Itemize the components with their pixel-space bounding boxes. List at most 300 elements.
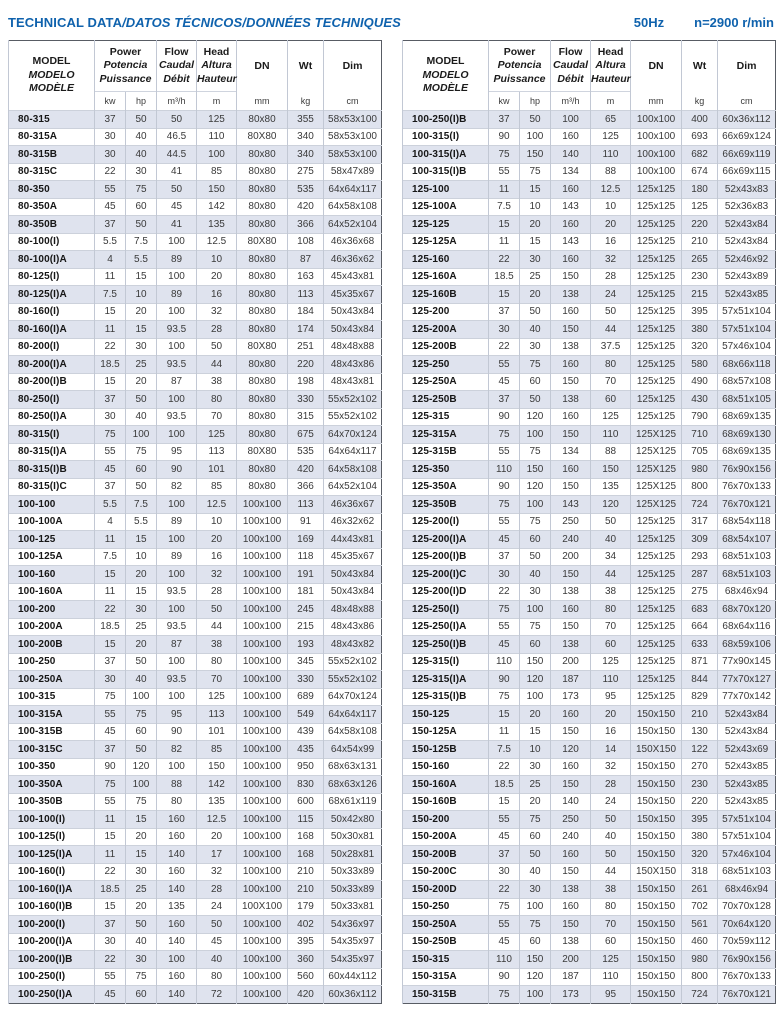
value-cell: 60 bbox=[520, 828, 551, 846]
model-cell: 150-200 bbox=[403, 811, 489, 829]
value-cell: 125x125 bbox=[631, 391, 682, 409]
unit-wt: kg bbox=[682, 92, 718, 111]
value-cell: 30 bbox=[520, 881, 551, 899]
value-cell: 20 bbox=[126, 373, 157, 391]
model-cell: 125-350B bbox=[403, 496, 489, 514]
value-cell: 110 bbox=[489, 461, 520, 479]
value-cell: 60x36x112 bbox=[718, 111, 776, 129]
table-row bbox=[9, 793, 382, 811]
value-cell: 682 bbox=[682, 146, 718, 164]
value-cell: 125x125 bbox=[631, 671, 682, 689]
value-cell: 125x125 bbox=[631, 688, 682, 706]
value-cell: 11 bbox=[95, 268, 126, 286]
value-cell: 70x59x112 bbox=[718, 933, 776, 951]
model-cell: 100-250A bbox=[9, 671, 95, 689]
value-cell: 52x43x69 bbox=[718, 741, 776, 759]
value-cell: 113 bbox=[197, 443, 237, 461]
value-cell: 68x51x103 bbox=[718, 548, 776, 566]
table-row bbox=[403, 391, 776, 409]
model-cell: 150-250A bbox=[403, 916, 489, 934]
table-row bbox=[403, 653, 776, 671]
value-cell: 80 bbox=[197, 653, 237, 671]
value-cell: 10 bbox=[126, 286, 157, 304]
value-cell: 125x125 bbox=[631, 198, 682, 216]
value-cell: 40 bbox=[126, 933, 157, 951]
value-cell: 561 bbox=[682, 916, 718, 934]
model-cell: 125-125 bbox=[403, 216, 489, 234]
model-cell: 150-200C bbox=[403, 863, 489, 881]
value-cell: 12.5 bbox=[591, 181, 631, 199]
model-cell: 125-200(I)B bbox=[403, 548, 489, 566]
value-cell: 101 bbox=[197, 461, 237, 479]
model-cell: 80-200(I)A bbox=[9, 356, 95, 374]
value-cell: 80x80 bbox=[237, 198, 288, 216]
value-cell: 32 bbox=[591, 758, 631, 776]
model-cell: 125-350 bbox=[403, 461, 489, 479]
value-cell: 30 bbox=[95, 933, 126, 951]
table-row bbox=[403, 181, 776, 199]
value-cell: 142 bbox=[197, 776, 237, 794]
right-table-body bbox=[403, 111, 776, 1004]
value-cell: 44x43x81 bbox=[324, 531, 382, 549]
value-cell: 160 bbox=[157, 863, 197, 881]
model-cell: 150-315A bbox=[403, 968, 489, 986]
value-cell: 45 bbox=[489, 636, 520, 654]
value-cell: 115 bbox=[288, 811, 324, 829]
value-cell: 93.5 bbox=[157, 321, 197, 339]
value-cell: 45x43x81 bbox=[324, 268, 382, 286]
value-cell: 80 bbox=[197, 391, 237, 409]
value-cell: 125x125 bbox=[631, 548, 682, 566]
table-row bbox=[9, 916, 382, 934]
value-cell: 50x43x84 bbox=[324, 583, 382, 601]
model-cell: 125-250B bbox=[403, 391, 489, 409]
model-cell: 80-250(I) bbox=[9, 391, 95, 409]
value-cell: 420 bbox=[288, 986, 324, 1004]
table-row bbox=[403, 443, 776, 461]
value-cell: 100x100 bbox=[237, 513, 288, 531]
value-cell: 15 bbox=[489, 706, 520, 724]
model-cell: 80-125(I) bbox=[9, 268, 95, 286]
value-cell: 30 bbox=[95, 408, 126, 426]
value-cell: 100 bbox=[157, 951, 197, 969]
model-cell: 100-125 bbox=[9, 531, 95, 549]
value-cell: 50x43x84 bbox=[324, 321, 382, 339]
value-cell: 22 bbox=[95, 951, 126, 969]
table-row bbox=[403, 268, 776, 286]
value-cell: 4 bbox=[95, 513, 126, 531]
table-row bbox=[9, 128, 382, 146]
value-cell: 160 bbox=[551, 461, 591, 479]
value-cell: 80x80 bbox=[237, 146, 288, 164]
model-cell: 125-315A bbox=[403, 426, 489, 444]
value-cell: 125x125 bbox=[631, 338, 682, 356]
value-cell: 93.5 bbox=[157, 618, 197, 636]
value-cell: 30 bbox=[126, 601, 157, 619]
table-row bbox=[403, 933, 776, 951]
value-cell: 420 bbox=[288, 198, 324, 216]
value-cell: 44 bbox=[591, 566, 631, 584]
value-cell: 100x100 bbox=[237, 758, 288, 776]
value-cell: 44 bbox=[591, 321, 631, 339]
col-header-dim: Dim bbox=[324, 41, 382, 92]
model-cell: 100-125A bbox=[9, 548, 95, 566]
right-data-table bbox=[402, 40, 776, 1004]
value-cell: 68x46x94 bbox=[718, 881, 776, 899]
value-cell: 60x36x112 bbox=[324, 986, 382, 1004]
value-cell: 32 bbox=[197, 303, 237, 321]
col-header-model: MODEL MODELO MODÈLE bbox=[9, 41, 95, 111]
value-cell: 80X80 bbox=[237, 128, 288, 146]
value-cell: 169 bbox=[288, 531, 324, 549]
table-row bbox=[403, 881, 776, 899]
title-main: TECHNICAL DATA bbox=[8, 14, 123, 30]
value-cell: 200 bbox=[551, 653, 591, 671]
table-row bbox=[403, 216, 776, 234]
model-cell: 100-160(I) bbox=[9, 863, 95, 881]
value-cell: 140 bbox=[157, 881, 197, 899]
value-cell: 100 bbox=[157, 303, 197, 321]
value-cell: 100 bbox=[157, 233, 197, 251]
value-cell: 24 bbox=[591, 793, 631, 811]
model-cell: 80-315(I)A bbox=[9, 443, 95, 461]
value-cell: 138 bbox=[551, 636, 591, 654]
value-cell: 150 bbox=[551, 776, 591, 794]
value-cell: 15 bbox=[95, 373, 126, 391]
value-cell: 72 bbox=[197, 986, 237, 1004]
value-cell: 55 bbox=[95, 968, 126, 986]
value-cell: 210 bbox=[288, 863, 324, 881]
value-cell: 15 bbox=[126, 846, 157, 864]
value-cell: 193 bbox=[288, 636, 324, 654]
value-cell: 37 bbox=[95, 391, 126, 409]
value-cell: 160 bbox=[157, 968, 197, 986]
value-cell: 66x69x115 bbox=[718, 163, 776, 181]
value-cell: 20 bbox=[520, 706, 551, 724]
value-cell: 150x150 bbox=[631, 986, 682, 1004]
value-cell: 287 bbox=[682, 566, 718, 584]
value-cell: 48x43x86 bbox=[324, 618, 382, 636]
model-cell: 125-160A bbox=[403, 268, 489, 286]
value-cell: 37.5 bbox=[591, 338, 631, 356]
model-cell: 80-350 bbox=[9, 181, 95, 199]
value-cell: 125X125 bbox=[631, 478, 682, 496]
value-cell: 22 bbox=[95, 338, 126, 356]
value-cell: 100 bbox=[520, 688, 551, 706]
model-cell: 80-315(I) bbox=[9, 426, 95, 444]
left-data-table bbox=[8, 40, 382, 1004]
table-row bbox=[403, 811, 776, 829]
model-cell: 80-315A bbox=[9, 128, 95, 146]
value-cell: 55x52x102 bbox=[324, 671, 382, 689]
value-cell: 75 bbox=[489, 986, 520, 1004]
value-cell: 160 bbox=[551, 758, 591, 776]
model-cell: 125-125A bbox=[403, 233, 489, 251]
value-cell: 80x80 bbox=[237, 251, 288, 269]
value-cell: 320 bbox=[682, 846, 718, 864]
value-cell: 28 bbox=[591, 268, 631, 286]
value-cell: 10 bbox=[520, 198, 551, 216]
value-cell: 75 bbox=[126, 968, 157, 986]
value-cell: 664 bbox=[682, 618, 718, 636]
value-cell: 100 bbox=[126, 426, 157, 444]
value-cell: 88 bbox=[157, 776, 197, 794]
value-cell: 93.5 bbox=[157, 408, 197, 426]
model-cell: 100-315C bbox=[9, 741, 95, 759]
value-cell: 90 bbox=[489, 671, 520, 689]
value-cell: 80 bbox=[591, 356, 631, 374]
value-cell: 460 bbox=[682, 933, 718, 951]
table-row bbox=[403, 741, 776, 759]
table-row bbox=[9, 863, 382, 881]
value-cell: 50x33x81 bbox=[324, 898, 382, 916]
value-cell: 293 bbox=[682, 548, 718, 566]
value-cell: 30 bbox=[520, 758, 551, 776]
value-cell: 52x43x84 bbox=[718, 723, 776, 741]
value-cell: 210 bbox=[682, 706, 718, 724]
value-cell: 80x80 bbox=[237, 373, 288, 391]
value-cell: 57x51x104 bbox=[718, 828, 776, 846]
model-cell: 80-200(I)B bbox=[9, 373, 95, 391]
value-cell: 52x36x83 bbox=[718, 198, 776, 216]
unit-dim: cm bbox=[324, 92, 382, 111]
value-cell: 110 bbox=[489, 951, 520, 969]
value-cell: 20 bbox=[126, 828, 157, 846]
value-cell: 64x64x117 bbox=[324, 706, 382, 724]
value-cell: 75 bbox=[126, 706, 157, 724]
value-cell: 60 bbox=[520, 933, 551, 951]
value-cell: 330 bbox=[288, 391, 324, 409]
col-header-dim: Dim bbox=[718, 41, 776, 92]
value-cell: 54x36x97 bbox=[324, 916, 382, 934]
value-cell: 40 bbox=[126, 408, 157, 426]
table-row bbox=[9, 828, 382, 846]
table-row bbox=[9, 601, 382, 619]
value-cell: 125 bbox=[197, 688, 237, 706]
model-cell: 150-160 bbox=[403, 758, 489, 776]
value-cell: 44 bbox=[591, 863, 631, 881]
value-cell: 100X100 bbox=[237, 898, 288, 916]
value-cell: 160 bbox=[551, 356, 591, 374]
value-cell: 100x100 bbox=[237, 688, 288, 706]
value-cell: 580 bbox=[682, 356, 718, 374]
value-cell: 125x125 bbox=[631, 531, 682, 549]
model-cell: 80-315B bbox=[9, 146, 95, 164]
value-cell: 402 bbox=[288, 916, 324, 934]
value-cell: 57x46x104 bbox=[718, 846, 776, 864]
speed-label: n=2900 r/min bbox=[694, 14, 774, 30]
value-cell: 28 bbox=[197, 321, 237, 339]
value-cell: 125X125 bbox=[631, 461, 682, 479]
value-cell: 125 bbox=[591, 128, 631, 146]
model-cell: 100-315(I) bbox=[403, 128, 489, 146]
value-cell: 68x57x108 bbox=[718, 373, 776, 391]
value-cell: 80 bbox=[157, 793, 197, 811]
value-cell: 57x51x104 bbox=[718, 811, 776, 829]
value-cell: 60 bbox=[591, 391, 631, 409]
table-row bbox=[9, 181, 382, 199]
value-cell: 45 bbox=[489, 828, 520, 846]
value-cell: 80x80 bbox=[237, 426, 288, 444]
model-cell: 100-250 bbox=[9, 653, 95, 671]
value-cell: 790 bbox=[682, 408, 718, 426]
table-row bbox=[9, 163, 382, 181]
value-cell: 309 bbox=[682, 531, 718, 549]
value-cell: 22 bbox=[489, 338, 520, 356]
value-cell: 140 bbox=[157, 933, 197, 951]
col-header-power: Power Potencia Puissance bbox=[95, 41, 157, 92]
value-cell: 75 bbox=[489, 146, 520, 164]
value-cell: 173 bbox=[551, 688, 591, 706]
table-row bbox=[403, 846, 776, 864]
value-cell: 87 bbox=[157, 373, 197, 391]
value-cell: 55 bbox=[95, 443, 126, 461]
value-cell: 366 bbox=[288, 216, 324, 234]
model-cell: 125-250(I) bbox=[403, 601, 489, 619]
value-cell: 830 bbox=[288, 776, 324, 794]
value-cell: 100 bbox=[126, 776, 157, 794]
value-cell: 58x47x89 bbox=[324, 163, 382, 181]
unit-wt: kg bbox=[288, 92, 324, 111]
model-cell: 100-200(I) bbox=[9, 916, 95, 934]
value-cell: 55 bbox=[489, 916, 520, 934]
table-row bbox=[9, 496, 382, 514]
value-cell: 52x43x85 bbox=[718, 776, 776, 794]
value-cell: 100x100 bbox=[237, 951, 288, 969]
value-cell: 265 bbox=[682, 251, 718, 269]
table-row bbox=[403, 758, 776, 776]
value-cell: 100 bbox=[157, 566, 197, 584]
value-cell: 135 bbox=[591, 478, 631, 496]
value-cell: 125x125 bbox=[631, 513, 682, 531]
spec-labels bbox=[634, 15, 774, 30]
value-cell: 60 bbox=[520, 373, 551, 391]
value-cell: 100x100 bbox=[237, 933, 288, 951]
value-cell: 18.5 bbox=[489, 268, 520, 286]
table-row bbox=[9, 583, 382, 601]
value-cell: 683 bbox=[682, 601, 718, 619]
value-cell: 138 bbox=[551, 391, 591, 409]
value-cell: 50 bbox=[126, 741, 157, 759]
value-cell: 100x100 bbox=[237, 566, 288, 584]
value-cell: 16 bbox=[591, 233, 631, 251]
table-row bbox=[403, 163, 776, 181]
value-cell: 120 bbox=[520, 478, 551, 496]
value-cell: 230 bbox=[682, 268, 718, 286]
value-cell: 55 bbox=[489, 356, 520, 374]
tables-container bbox=[8, 40, 774, 1004]
value-cell: 4 bbox=[95, 251, 126, 269]
value-cell: 75 bbox=[126, 443, 157, 461]
model-cell: 125-100 bbox=[403, 181, 489, 199]
table-row bbox=[403, 531, 776, 549]
table-row bbox=[9, 986, 382, 1004]
value-cell: 45 bbox=[489, 933, 520, 951]
col-header-flow: Flow Caudal Débit bbox=[157, 41, 197, 92]
model-cell: 125-100A bbox=[403, 198, 489, 216]
value-cell: 50 bbox=[197, 338, 237, 356]
value-cell: 150 bbox=[551, 863, 591, 881]
value-cell: 150 bbox=[520, 653, 551, 671]
model-cell: 100-315B bbox=[9, 723, 95, 741]
table-row bbox=[9, 968, 382, 986]
value-cell: 125x125 bbox=[631, 566, 682, 584]
value-cell: 138 bbox=[551, 933, 591, 951]
table-row bbox=[403, 986, 776, 1004]
value-cell: 58x53x100 bbox=[324, 128, 382, 146]
value-cell: 125X125 bbox=[631, 496, 682, 514]
value-cell: 150X150 bbox=[631, 741, 682, 759]
value-cell: 113 bbox=[288, 496, 324, 514]
value-cell: 125x125 bbox=[631, 601, 682, 619]
table-row bbox=[403, 968, 776, 986]
value-cell: 160 bbox=[157, 828, 197, 846]
value-cell: 160 bbox=[551, 846, 591, 864]
table-row bbox=[9, 741, 382, 759]
value-cell: 30 bbox=[95, 128, 126, 146]
value-cell: 400 bbox=[682, 111, 718, 129]
value-cell: 829 bbox=[682, 688, 718, 706]
value-cell: 44 bbox=[197, 618, 237, 636]
value-cell: 80x80 bbox=[237, 303, 288, 321]
value-cell: 20 bbox=[126, 303, 157, 321]
value-cell: 160 bbox=[551, 303, 591, 321]
value-cell: 20 bbox=[197, 531, 237, 549]
model-cell: 100-100(I) bbox=[9, 811, 95, 829]
table-row bbox=[9, 426, 382, 444]
value-cell: 50x30x81 bbox=[324, 828, 382, 846]
model-cell: 125-200(I)A bbox=[403, 531, 489, 549]
model-cell: 125-200A bbox=[403, 321, 489, 339]
value-cell: 150 bbox=[551, 321, 591, 339]
value-cell: 80 bbox=[591, 898, 631, 916]
value-cell: 55 bbox=[489, 618, 520, 636]
value-cell: 64x70x124 bbox=[324, 688, 382, 706]
value-cell: 52x43x85 bbox=[718, 793, 776, 811]
col-header-wt: Wt bbox=[288, 41, 324, 92]
value-cell: 705 bbox=[682, 443, 718, 461]
value-cell: 113 bbox=[197, 706, 237, 724]
table-row bbox=[403, 233, 776, 251]
value-cell: 160 bbox=[551, 601, 591, 619]
value-cell: 30 bbox=[126, 163, 157, 181]
value-cell: 150x150 bbox=[631, 968, 682, 986]
value-cell: 75 bbox=[126, 793, 157, 811]
value-cell: 38 bbox=[591, 881, 631, 899]
value-cell: 125x125 bbox=[631, 583, 682, 601]
value-cell: 163 bbox=[288, 268, 324, 286]
table-row bbox=[403, 321, 776, 339]
value-cell: 68x46x94 bbox=[718, 583, 776, 601]
value-cell: 150x150 bbox=[631, 776, 682, 794]
value-cell: 7.5 bbox=[126, 233, 157, 251]
value-cell: 55 bbox=[489, 443, 520, 461]
value-cell: 57x51x104 bbox=[718, 321, 776, 339]
value-cell: 30 bbox=[520, 338, 551, 356]
value-cell: 439 bbox=[288, 723, 324, 741]
value-cell: 395 bbox=[682, 811, 718, 829]
table-row bbox=[9, 513, 382, 531]
value-cell: 355 bbox=[288, 111, 324, 129]
value-cell: 41 bbox=[157, 163, 197, 181]
value-cell: 100x100 bbox=[237, 636, 288, 654]
value-cell: 93.5 bbox=[157, 583, 197, 601]
value-cell: 70x70x128 bbox=[718, 898, 776, 916]
value-cell: 549 bbox=[288, 706, 324, 724]
value-cell: 64x58x108 bbox=[324, 198, 382, 216]
table-row bbox=[9, 846, 382, 864]
value-cell: 143 bbox=[551, 233, 591, 251]
